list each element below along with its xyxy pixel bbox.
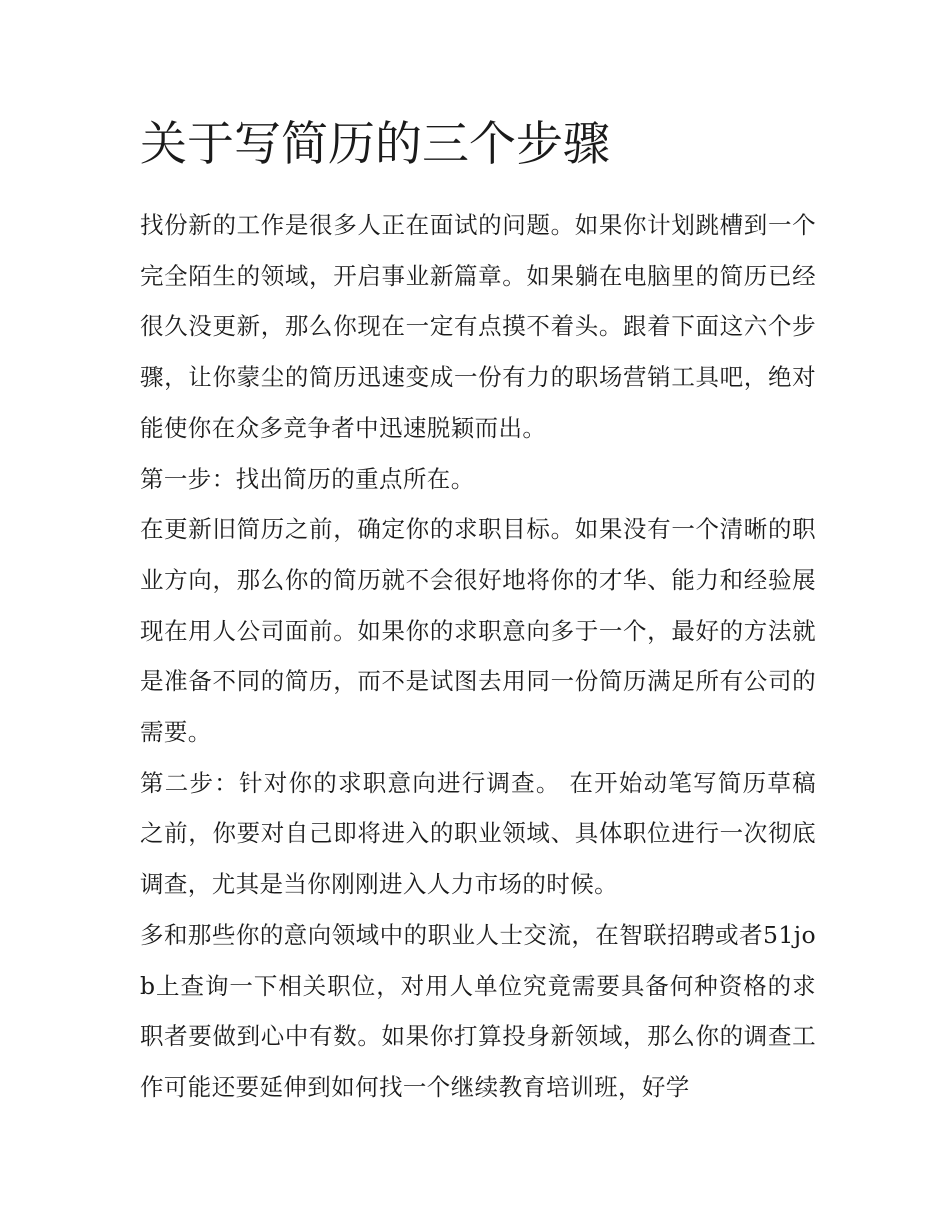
document-title: 关于写简历的三个步骤 [140,117,610,172]
document-body [140,112,816,1113]
paragraph-step-two: 第二步：针对你的求职意向进行调查。 在开始动笔写简历草稿之前，你要对自己即将进入的职业领域、具体职位进行一次彻底调查，尤其是当你刚刚进入人力市场的时候。 [140,768,816,899]
paragraph-step-one-heading: 第一步：找出简历的重点所在。 [140,464,475,493]
paragraph-research: 多和那些你的意向领域中的职业人士交流，在智联招聘或者51job上查询一下相关职位，对用人单位究竟需要具备何种资格的求职者要做到心中有数。如果你打算投身新领域，那么你的调查工作可能还要延伸到如何找一个继续教育培训班，好学 [140,920,816,1101]
paragraph-intro: 找份新的工作是很多人正在面试的问题。如果你计划跳槽到一个完全陌生的领域，开启事业新篇章。如果躺在电脑里的简历已经很久没更新，那么你现在一定有点摸不着头。跟着下面这六个步骤，让你蒙尘的简历迅速变成一份有力的职场营销工具吧，绝对能使你在众多竞争者中迅速脱颖而出。 [140,211,816,442]
paragraph-step-one-body: 在更新旧简历之前，确定你的求职目标。如果没有一个清晰的职业方向，那么你的简历就不会很好地将你的才华、能力和经验展现在用人公司面前。如果你的求职意向多于一个，最好的方法就是准备不同的简历，而不是试图去用同一份简历满足所有公司的需要。 [140,515,816,747]
